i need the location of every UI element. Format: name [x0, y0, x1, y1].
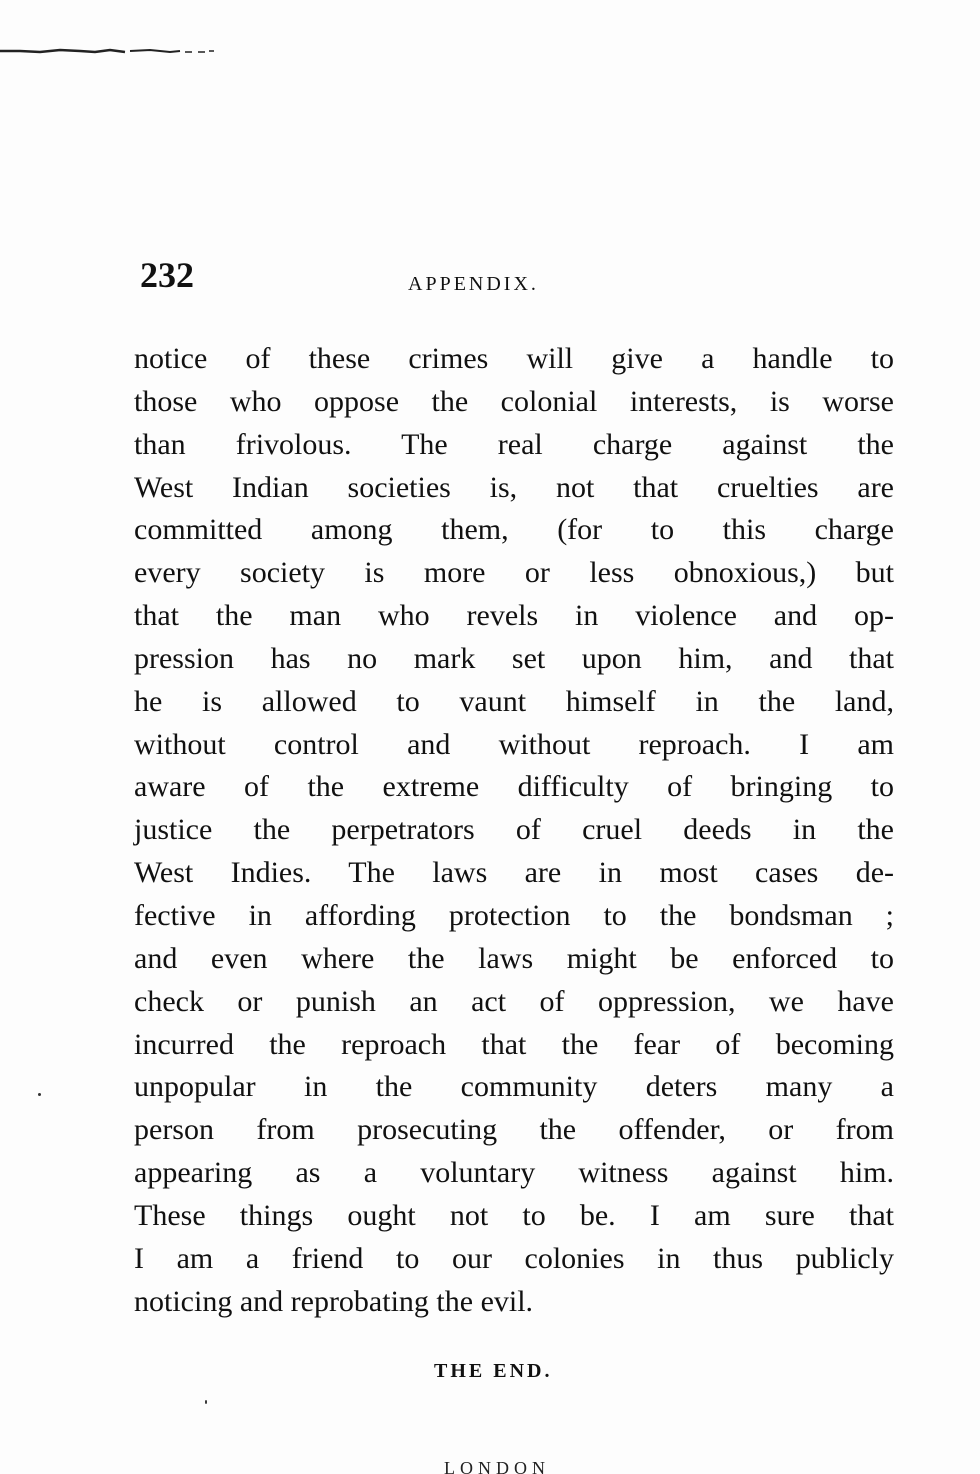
text-line: unpopular in the community deters many a: [134, 1070, 894, 1104]
text-line: West Indian societies is, not that cruelties are: [134, 470, 894, 504]
text-line: person from prosecuting the offender, or from: [134, 1113, 894, 1147]
ink-speck: [205, 1400, 207, 1404]
text-line: than frivolous. The real charge against the: [134, 427, 894, 461]
text-line: appearing as a voluntary witness against him.: [134, 1156, 894, 1190]
the-end-label: THE END.: [434, 1360, 553, 1382]
text-line: These things ought not to be. I am sure that: [134, 1198, 894, 1232]
text-line: justice the perpetrators of cruel deeds in the: [134, 813, 894, 847]
text-line: aware of the extreme difficulty of bringing to: [134, 770, 894, 804]
text-line: I am a friend to our colonies in thus publicly: [134, 1241, 894, 1275]
ink-speck: [38, 1093, 41, 1096]
torn-rule-mark: [0, 48, 215, 52]
text-line: every society is more or less obnoxious,) but: [134, 556, 894, 590]
page-number: 232: [140, 255, 194, 295]
text-line: and even where the laws might be enforced to: [134, 941, 894, 975]
text-line: fective in affording protection to the bondsman ;: [134, 898, 894, 932]
text-line: notice of these crimes will give a handle to: [134, 342, 894, 375]
text-line: West Indies. The laws are in most cases de-: [134, 856, 894, 890]
imprint-cropped: LONDON: [444, 1462, 550, 1474]
text-line: noticing and reprobating the evil.: [134, 1284, 534, 1318]
text-line: without control and without reproach. I am: [134, 727, 894, 761]
running-head: APPENDIX.: [408, 273, 539, 295]
text-line: those who oppose the colonial interests, is worse: [134, 384, 894, 418]
text-line: committed among them, (for to this charge: [134, 513, 894, 547]
text-line: check or punish an act of oppression, we have: [134, 984, 894, 1018]
text-line: that the man who revels in violence and op-: [134, 599, 894, 633]
text-line: incurred the reproach that the fear of becoming: [134, 1027, 894, 1061]
text-line: he is allowed to vaunt himself in the land,: [134, 684, 894, 718]
body-text: [134, 338, 894, 1323]
text-line: pression has no mark set upon him, and that: [134, 641, 894, 675]
